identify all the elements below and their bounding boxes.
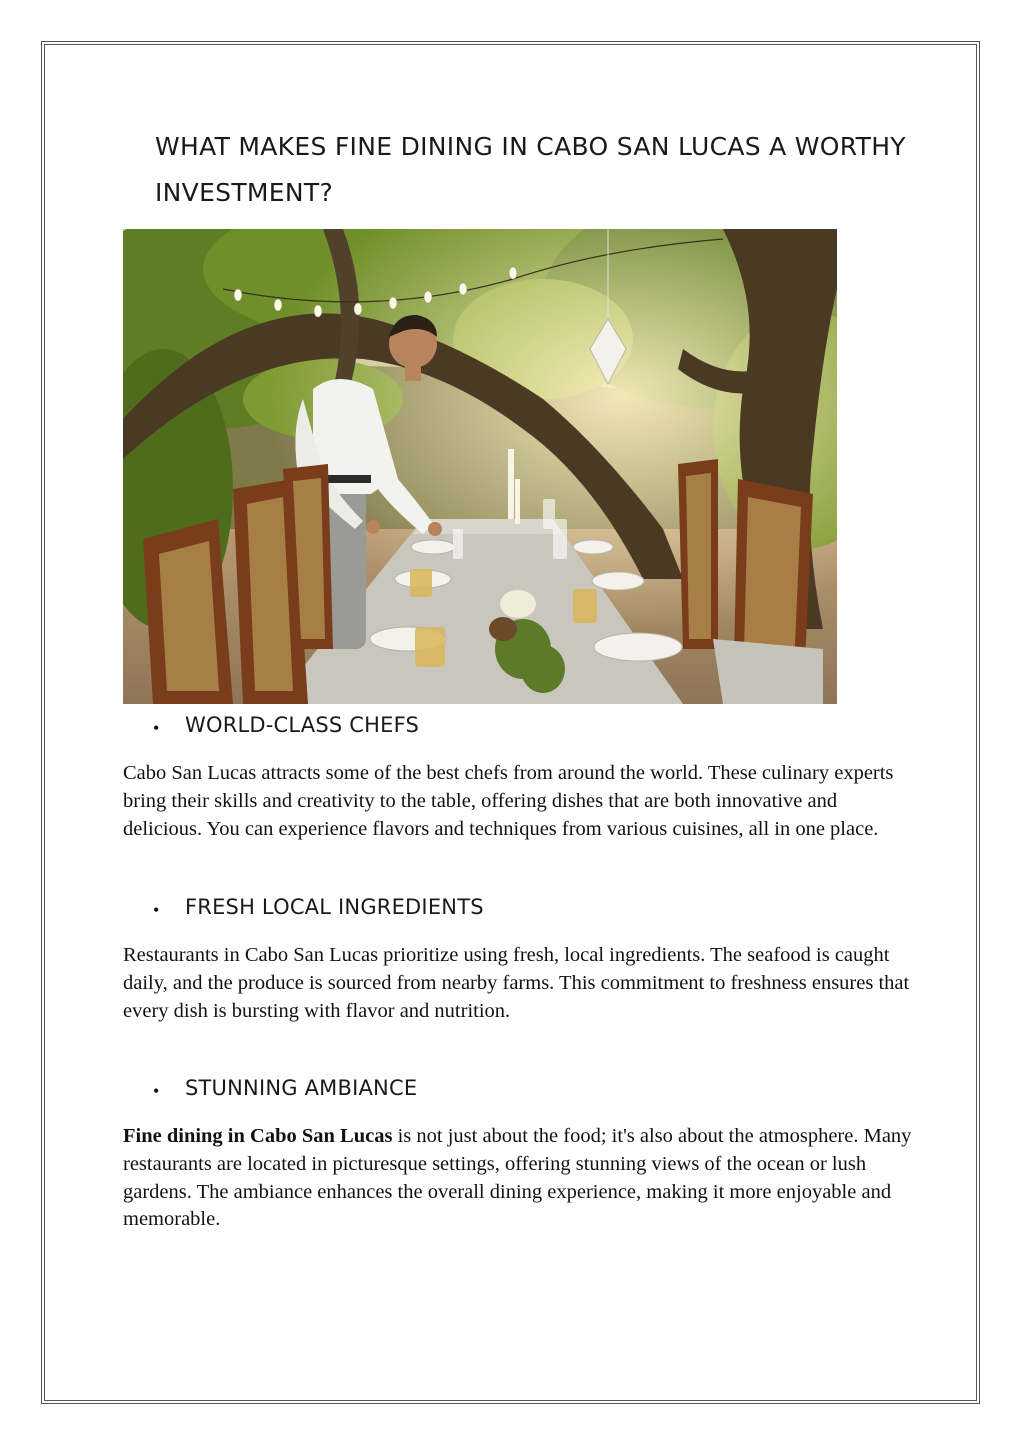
bullet-icon: • [153,1081,160,1101]
bullet-heading [123,892,913,922]
section-body: Cabo San Lucas attracts some of the best chefs from around the world. These culinary experts bring their skills and creativity to the table, offering dishes that are both innovative and delicious. You can experience flavors and techniques from various cuisines, all in one place. [123,762,894,840]
document-title: WHAT MAKES FINE DINING IN CABO SAN LUCAS A WORTHY INVESTMENT? [155,132,906,207]
bullet-heading [123,710,913,740]
section-body: Restaurants in Cabo San Lucas prioritize using fresh, local ingredients. The seafood is caught daily, and the produce is sourced from nearby farms. This commitment to freshness ensures that every dish is bursting with flavor and nutrition. [123,944,910,1022]
bullet-heading [123,1073,913,1103]
section-heading: WORLD-CLASS CHEFS [185,713,420,737]
section-body [123,1123,913,1234]
bullet-icon: • [153,718,160,738]
outdoor-dining-photo [123,229,837,704]
bullet-icon: • [153,900,160,920]
section-heading: STUNNING AMBIANCE [185,1076,418,1100]
section-heading: FRESH LOCAL INGREDIENTS [185,895,484,919]
body-bold-lead: Fine dining in Cabo San Lucas [123,1125,393,1147]
section-world-class-chefs [123,710,913,843]
section-stunning-ambiance [123,1073,913,1234]
section-fresh-local-ingredients [123,892,913,1025]
body-rest: is not just about the food; it's also about the atmosphere. Many restaurants are located in picturesque settings, offering stunning views of the ocean or lush gardens. The ambiance enhances the overall dining experience, making it more enjoyable and memorable. [123,1125,912,1231]
